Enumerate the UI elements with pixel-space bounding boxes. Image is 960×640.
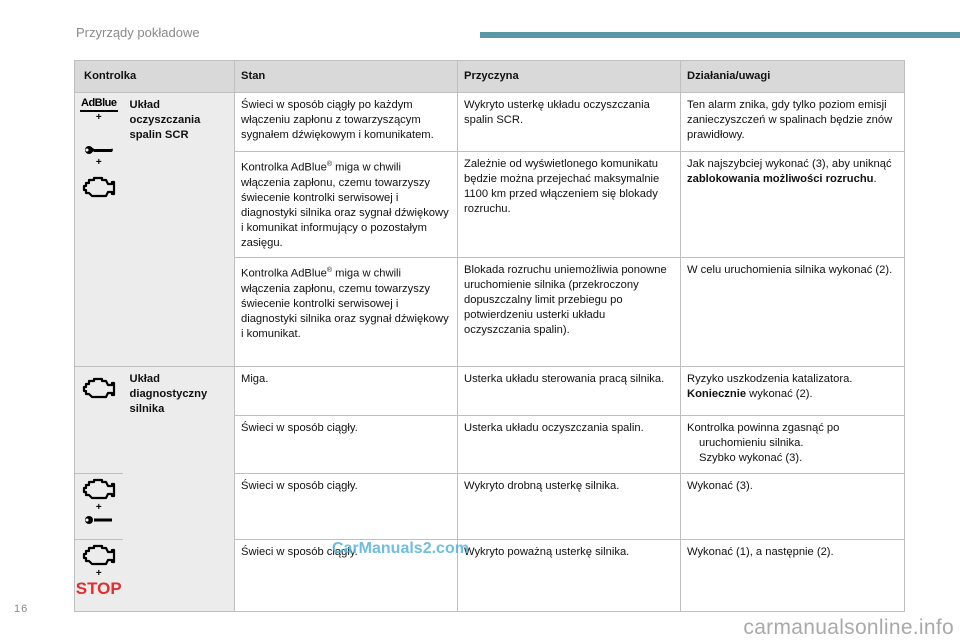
- scr-row1-dzialania: Ten alarm znika, gdy tylko poziom emisji zanieczyszczeń w spalinach będzie znów prawidłowy.: [681, 93, 905, 152]
- column-header-stan: Stan: [235, 61, 458, 93]
- diag-row3-dzialania: Wykonać (3).: [681, 474, 905, 540]
- scr-row1-przyczyna: Wykryto usterkę układu oczyszczania spalin SCR.: [458, 93, 681, 152]
- scr-row2-stan-a: Kontrolka AdBlue: [241, 161, 327, 174]
- diag-row2-przyczyna: Usterka układu oczyszczania spalin.: [458, 416, 681, 474]
- scr-row3-stan-a: Kontrolka AdBlue: [241, 267, 327, 280]
- scr-row3-stan: [235, 258, 458, 367]
- diag-row1-dz-a: Ryzyko uszkodzenia katalizatora.: [687, 373, 853, 385]
- diag-row2-dz-line1: Kontrolka powinna zgasnąć po: [687, 422, 840, 434]
- registered-mark: ®: [326, 267, 333, 274]
- diag-row4-przyczyna: Wykryto poważną usterkę silnika.: [458, 540, 681, 612]
- scr-system-name: Układ oczyszczania spalin SCR: [123, 93, 235, 367]
- plus-sign: +: [95, 568, 102, 579]
- table-row: [75, 367, 905, 416]
- scr-row2-stan: [235, 152, 458, 258]
- plus-sign: +: [95, 112, 102, 123]
- scr-row2-przyczyna: Zależnie od wyświetlonego komunikatu będzie można przejechać maksymalnie 1100 km przed włączeniem się blokady rozruchu.: [458, 152, 681, 258]
- diag-row1-stan: Miga.: [235, 367, 458, 416]
- warning-lights-table: [74, 60, 905, 612]
- plus-sign: +: [95, 502, 102, 513]
- diag-row2-stan: Świeci w sposób ciągły.: [235, 416, 458, 474]
- scr-icons-cell: [75, 93, 123, 367]
- column-header-przyczyna: Przyczyna: [458, 61, 681, 93]
- diag-row1-dz-bold: Koniecznie: [687, 388, 747, 400]
- wrench-icon: [84, 513, 114, 527]
- wrench-icon: [84, 143, 114, 157]
- page-number: 16: [14, 603, 29, 615]
- header-accent-bar: [480, 32, 960, 38]
- watermark-text: CarManuals2.com: [332, 540, 469, 557]
- diag-row2-dz-line3: Szybko wykonać (3).: [699, 452, 803, 464]
- plus-sign: +: [95, 157, 102, 168]
- diag-row1-dzialania: [681, 367, 905, 416]
- engine-icon: [82, 176, 116, 200]
- scr-row1-stan: Świeci w sposób ciągły po każdym włączeniu zapłonu z towarzyszącym sygnałem dźwiękowym i komunikatem.: [235, 93, 458, 152]
- engine-icon: [82, 544, 116, 568]
- scr-row3-przyczyna: Blokada rozruchu uniemożliwia ponowne uruchomienie silnika (przekroczony dopuszczalny limit przebiegu po potwierdzeniu usterki układu oczyszczania spalin).: [458, 258, 681, 367]
- scr-row2-dz-a: Jak najszybciej wykonać (3), aby uniknąć: [687, 158, 892, 170]
- diag-row4-dzialania: Wykonać (1), a następnie (2).: [681, 540, 905, 612]
- scr-row2-dz-bold: zablokowania możliwości rozruchu: [687, 173, 874, 185]
- diag-row2-dzialania: [681, 416, 905, 474]
- adblue-icon: AdBlue: [80, 97, 118, 112]
- scr-row3-stan-b: miga w chwili włączenia zapłonu, czemu towarzyszy świecenie kontrolki serwisowej i diagnostyki silnika oraz sygnał dźwiękowy i komunikat.: [241, 267, 449, 340]
- diag-system-name: Układ diagnostyczny silnika: [123, 367, 235, 612]
- diag-icon-cell-1: [75, 367, 123, 474]
- diag-row3-przyczyna: Wykryto drobną usterkę silnika.: [458, 474, 681, 540]
- stop-icon: STOP: [75, 579, 122, 598]
- column-header-kontrolka: Kontrolka: [75, 61, 235, 93]
- footer-logo: carmanualsonline.info: [743, 616, 954, 639]
- scr-row2-dzialania: [681, 152, 905, 258]
- diag-row1-dz-b: wykonać (2).: [746, 388, 813, 400]
- diag-row2-dz-line2: uruchomieniu silnika.: [699, 437, 804, 449]
- scr-row2-dz-b: .: [873, 173, 877, 185]
- scr-row2-stan-b: miga w chwili włączenia zapłonu, czemu towarzyszy świecenie kontrolki serwisowej i diagnostyki silnika oraz sygnał dźwiękowy i komunikat informujący o pozostałym zasięgu.: [241, 161, 449, 249]
- diag-row3-stan: Świeci w sposób ciągły.: [235, 474, 458, 540]
- scr-row3-dzialania: W celu uruchomienia silnika wykonać (2).: [681, 258, 905, 367]
- registered-mark: ®: [326, 161, 333, 168]
- table-header-row: [75, 61, 905, 93]
- table-row: [75, 93, 905, 152]
- page-header-title: Przyrządy pokładowe: [76, 25, 200, 40]
- column-header-dzialania: Działania/uwagi: [681, 61, 905, 93]
- diag-row1-przyczyna: Usterka układu sterowania pracą silnika.: [458, 367, 681, 416]
- diag-icon-cell-3: [75, 540, 123, 612]
- engine-icon: [82, 377, 116, 401]
- engine-icon: [82, 478, 116, 502]
- diag-row4-stan: Świeci w sposób ciągły.: [235, 540, 458, 612]
- diag-icon-cell-2: [75, 474, 123, 540]
